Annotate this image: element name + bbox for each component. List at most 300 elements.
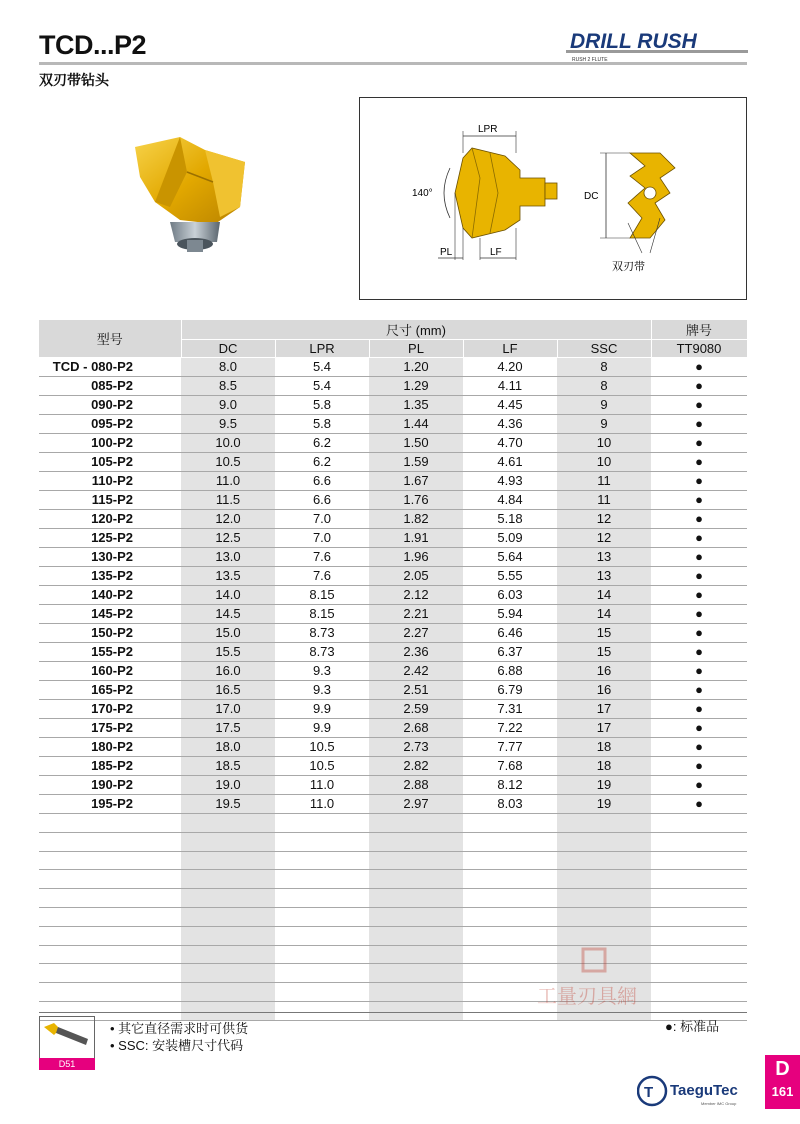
blank-row [39,926,747,945]
cell-model: 170-P2 [39,700,181,719]
spec-body [39,358,747,1021]
cell-model: 085-P2 [39,377,181,396]
cell-lf: 4.93 [463,472,557,491]
table-row [39,700,747,719]
cell-pl: 1.20 [369,358,463,377]
cell-lf: 6.79 [463,681,557,700]
label-margin: 双刃带 [612,261,645,273]
label-lpr: LPR [478,124,498,135]
table-row [39,586,747,605]
cell-model [39,851,181,870]
cell-pl: 1.35 [369,396,463,415]
cell-empty [557,907,651,926]
cell-dc: 14.5 [181,605,275,624]
cell-lpr: 11.0 [275,795,369,814]
cell-std: ● [651,434,747,453]
cell-pl: 2.59 [369,700,463,719]
table-row [39,472,747,491]
cell-model [39,870,181,889]
cell-lf: 6.03 [463,586,557,605]
cell-lf: 6.88 [463,662,557,681]
cell-std: ● [651,396,747,415]
cell-pl: 1.91 [369,529,463,548]
cell-empty [275,851,369,870]
cell-model: 110-P2 [39,472,181,491]
cell-empty [181,1001,275,1020]
cell-pl: 2.27 [369,624,463,643]
cell-model: TCD - 080-P2 [39,358,181,377]
cell-pl: 2.51 [369,681,463,700]
header-dims: 尺寸 (mm) [181,320,651,340]
col-lf: LF [463,340,557,358]
cell-model: 120-P2 [39,510,181,529]
page-ref-tag: D51 [39,1058,95,1070]
cell-model: 135-P2 [39,567,181,586]
cell-lpr: 10.5 [275,757,369,776]
blank-row [39,889,747,908]
cell-ssc: 18 [557,757,651,776]
table-row [39,453,747,472]
cell-lpr: 7.0 [275,529,369,548]
cell-empty [369,907,463,926]
cell-empty [463,926,557,945]
cell-empty [275,945,369,964]
cell-pl: 1.76 [369,491,463,510]
page-number: 161 [771,1084,794,1099]
cell-lf: 7.77 [463,738,557,757]
page-title: TCD...P2 [39,30,147,60]
cell-lpr: 5.8 [275,415,369,434]
table-row [39,491,747,510]
cell-std: ● [651,453,747,472]
col-pl: PL [369,340,463,358]
cell-pl: 1.50 [369,434,463,453]
table-row [39,548,747,567]
cell-std: ● [651,567,747,586]
cell-lf: 4.61 [463,453,557,472]
cell-dc: 13.0 [181,548,275,567]
cell-ssc: 13 [557,567,651,586]
cell-lpr: 8.15 [275,605,369,624]
cell-std: ● [651,795,747,814]
cell-pl: 1.82 [369,510,463,529]
cell-lpr: 9.3 [275,662,369,681]
cell-lf: 4.11 [463,377,557,396]
cell-std: ● [651,738,747,757]
cell-dc: 11.0 [181,472,275,491]
table-row [39,757,747,776]
cell-empty [463,851,557,870]
cell-dc: 16.5 [181,681,275,700]
cell-model: 095-P2 [39,415,181,434]
cell-ssc: 19 [557,795,651,814]
cell-lpr: 5.4 [275,358,369,377]
cell-std: ● [651,624,747,643]
cell-dc: 18.0 [181,738,275,757]
cell-pl: 2.05 [369,567,463,586]
cell-lpr: 5.8 [275,396,369,415]
cell-empty [369,926,463,945]
cell-lpr: 6.6 [275,472,369,491]
cell-empty [275,983,369,1002]
cell-empty [181,964,275,983]
cell-ssc: 17 [557,700,651,719]
table-row [39,358,747,377]
cell-dc: 19.0 [181,776,275,795]
table-row [39,624,747,643]
cell-empty [463,814,557,833]
brand-logo-text: DRILL RUSH [570,30,697,53]
cell-model: 185-P2 [39,757,181,776]
footnotes [110,1020,248,1054]
cell-empty [557,814,651,833]
cell-empty [651,907,747,926]
company-sub: Member IMC Group [701,1101,737,1106]
cell-ssc: 12 [557,529,651,548]
table-row [39,738,747,757]
cell-std: ● [651,719,747,738]
cell-empty [557,870,651,889]
cell-lpr: 9.3 [275,681,369,700]
cell-empty [181,945,275,964]
cell-lpr: 6.2 [275,434,369,453]
cell-dc: 8.0 [181,358,275,377]
cell-model [39,983,181,1002]
drill-icon [40,1017,94,1057]
cell-lpr: 11.0 [275,776,369,795]
watermark-text: 工量刃具網 [537,984,637,1008]
cell-empty [369,851,463,870]
col-ssc: SSC [557,340,651,358]
cell-pl: 2.12 [369,586,463,605]
cell-lf: 8.03 [463,795,557,814]
cell-empty [275,889,369,908]
cell-empty [181,814,275,833]
cell-empty [369,983,463,1002]
cell-dc: 9.5 [181,415,275,434]
cell-ssc: 10 [557,453,651,472]
cell-lf: 5.94 [463,605,557,624]
cell-lf: 6.37 [463,643,557,662]
table-row [39,415,747,434]
cell-empty [463,832,557,851]
cell-dc: 19.5 [181,795,275,814]
cell-ssc: 8 [557,358,651,377]
page-subtitle: 双刃带钻头 [39,72,109,88]
table-row [39,396,747,415]
cell-dc: 10.0 [181,434,275,453]
cell-empty [369,1001,463,1020]
cell-lf: 5.18 [463,510,557,529]
cell-empty [651,889,747,908]
cell-empty [463,870,557,889]
cell-model: 140-P2 [39,586,181,605]
cell-lpr: 8.73 [275,624,369,643]
cell-dc: 12.5 [181,529,275,548]
cell-pl: 1.67 [369,472,463,491]
cell-lf: 7.31 [463,700,557,719]
cell-model: 195-P2 [39,795,181,814]
cell-empty [181,870,275,889]
section-tab [765,1055,800,1109]
label-dc: DC [584,191,599,202]
cell-lf: 4.84 [463,491,557,510]
blank-row [39,870,747,889]
cell-empty [369,889,463,908]
cell-std: ● [651,776,747,795]
col-grade: TT9080 [651,340,747,358]
cell-empty [651,926,747,945]
cell-lpr: 6.2 [275,453,369,472]
cell-empty [369,964,463,983]
cell-dc: 16.0 [181,662,275,681]
cell-empty [557,832,651,851]
cell-empty [651,870,747,889]
section-letter: D [775,1058,790,1080]
cell-lpr: 7.0 [275,510,369,529]
table-row [39,529,747,548]
watermark-logo [535,945,675,1015]
cell-pl: 1.44 [369,415,463,434]
cell-pl: 1.96 [369,548,463,567]
cell-lf: 8.12 [463,776,557,795]
cell-lpr: 8.15 [275,586,369,605]
cell-lpr: 9.9 [275,719,369,738]
cell-std: ● [651,643,747,662]
cell-empty [181,926,275,945]
table-row [39,662,747,681]
cell-lf: 6.46 [463,624,557,643]
cell-dc: 8.5 [181,377,275,396]
cell-std: ● [651,548,747,567]
cell-model: 115-P2 [39,491,181,510]
cell-model: 125-P2 [39,529,181,548]
cell-lpr: 6.6 [275,491,369,510]
drill-insert-image [125,132,255,257]
cell-dc: 17.5 [181,719,275,738]
cell-ssc: 16 [557,681,651,700]
cell-pl: 2.36 [369,643,463,662]
cell-model: 105-P2 [39,453,181,472]
cell-ssc: 18 [557,738,651,757]
cell-empty [275,870,369,889]
cell-model: 180-P2 [39,738,181,757]
cell-dc: 13.5 [181,567,275,586]
cell-std: ● [651,377,747,396]
cell-empty [651,814,747,833]
cell-ssc: 14 [557,605,651,624]
cell-lf: 5.64 [463,548,557,567]
cell-pl: 2.82 [369,757,463,776]
cell-lpr: 9.9 [275,700,369,719]
svg-text:T: T [644,1084,654,1101]
label-lf: LF [490,247,502,258]
cell-ssc: 15 [557,624,651,643]
cell-std: ● [651,472,747,491]
cell-empty [369,870,463,889]
blank-row [39,832,747,851]
cell-empty [463,907,557,926]
cell-lpr: 7.6 [275,548,369,567]
cell-empty [651,851,747,870]
cell-model: 100-P2 [39,434,181,453]
cell-pl: 2.88 [369,776,463,795]
label-angle: 140° [412,188,433,199]
cell-empty [275,1001,369,1020]
cell-empty [463,889,557,908]
cell-pl: 2.97 [369,795,463,814]
cell-pl: 2.21 [369,605,463,624]
header-model: 型号 [39,320,181,358]
dimension-diagram [359,97,747,300]
cell-pl: 1.59 [369,453,463,472]
drill-rush-logo [566,30,748,64]
taegutec-logo [637,1073,749,1109]
cell-empty [181,889,275,908]
note-ssc: • SSC: 安装槽尺寸代码 [110,1038,244,1053]
cell-ssc: 10 [557,434,651,453]
cell-empty [181,851,275,870]
cell-std: ● [651,415,747,434]
table-row [39,567,747,586]
cell-lpr: 10.5 [275,738,369,757]
cell-lf: 7.22 [463,719,557,738]
cell-ssc: 11 [557,472,651,491]
cell-lf: 4.20 [463,358,557,377]
cell-dc: 18.5 [181,757,275,776]
cell-std: ● [651,358,747,377]
cell-empty [557,889,651,908]
cell-dc: 17.0 [181,700,275,719]
cell-model: 090-P2 [39,396,181,415]
spec-table [39,320,748,1021]
cell-ssc: 16 [557,662,651,681]
table-row [39,377,747,396]
cell-empty [369,945,463,964]
cell-empty [557,851,651,870]
cell-pl: 2.42 [369,662,463,681]
note-availability: • 其它直径需求时可供货 [110,1021,249,1036]
cell-model [39,814,181,833]
table-row [39,643,747,662]
cell-std: ● [651,529,747,548]
brand-tagline: RUSH 2 FLUTE [572,57,608,63]
cell-ssc: 11 [557,491,651,510]
cell-std: ● [651,491,747,510]
cell-pl: 1.29 [369,377,463,396]
cell-model: 150-P2 [39,624,181,643]
cell-model: 175-P2 [39,719,181,738]
cell-model [39,964,181,983]
cell-ssc: 8 [557,377,651,396]
cell-model [39,832,181,851]
cell-std: ● [651,700,747,719]
cell-ssc: 12 [557,510,651,529]
cell-empty [369,832,463,851]
blank-row [39,814,747,833]
cell-std: ● [651,510,747,529]
cell-lpr: 7.6 [275,567,369,586]
cell-dc: 15.0 [181,624,275,643]
cell-dc: 9.0 [181,396,275,415]
cell-lf: 5.09 [463,529,557,548]
cell-std: ● [651,681,747,700]
cell-ssc: 19 [557,776,651,795]
cell-model [39,945,181,964]
cell-dc: 10.5 [181,453,275,472]
cell-ssc: 15 [557,643,651,662]
table-row [39,681,747,700]
table-row [39,510,747,529]
cell-dc: 14.0 [181,586,275,605]
cell-empty [275,964,369,983]
cell-lpr: 8.73 [275,643,369,662]
header-grade: 牌号 [651,320,747,340]
cell-empty [181,907,275,926]
cell-dc: 15.5 [181,643,275,662]
table-row [39,434,747,453]
cell-lf: 7.68 [463,757,557,776]
cell-empty [181,832,275,851]
cell-empty [275,832,369,851]
cell-model [39,926,181,945]
cell-dc: 12.0 [181,510,275,529]
cell-dc: 11.5 [181,491,275,510]
table-row [39,719,747,738]
col-lpr: LPR [275,340,369,358]
cell-ssc: 13 [557,548,651,567]
standard-legend: ●: 标准品 [665,1019,720,1034]
company-name: TaeguTec [670,1082,738,1099]
label-pl: PL [440,247,453,258]
cell-empty [557,926,651,945]
cell-model: 190-P2 [39,776,181,795]
cell-ssc: 9 [557,415,651,434]
col-dc: DC [181,340,275,358]
cell-empty [651,832,747,851]
cell-std: ● [651,586,747,605]
cell-ssc: 9 [557,396,651,415]
cell-pl: 2.73 [369,738,463,757]
cell-std: ● [651,662,747,681]
cell-pl: 2.68 [369,719,463,738]
blank-row [39,851,747,870]
cell-model: 145-P2 [39,605,181,624]
cell-empty [275,926,369,945]
cell-lf: 4.70 [463,434,557,453]
dimension-drawing [360,98,746,299]
cell-model: 160-P2 [39,662,181,681]
table-row [39,795,747,814]
cell-empty [275,907,369,926]
cell-model: 165-P2 [39,681,181,700]
cell-lf: 4.36 [463,415,557,434]
cell-model: 155-P2 [39,643,181,662]
table-row [39,776,747,795]
cell-empty [181,983,275,1002]
cell-lf: 5.55 [463,567,557,586]
cell-ssc: 17 [557,719,651,738]
cell-empty [369,814,463,833]
blank-row [39,907,747,926]
cell-empty [275,814,369,833]
cell-model [39,907,181,926]
cell-ssc: 14 [557,586,651,605]
cell-std: ● [651,605,747,624]
cell-lpr: 5.4 [275,377,369,396]
cell-model [39,889,181,908]
table-row [39,605,747,624]
